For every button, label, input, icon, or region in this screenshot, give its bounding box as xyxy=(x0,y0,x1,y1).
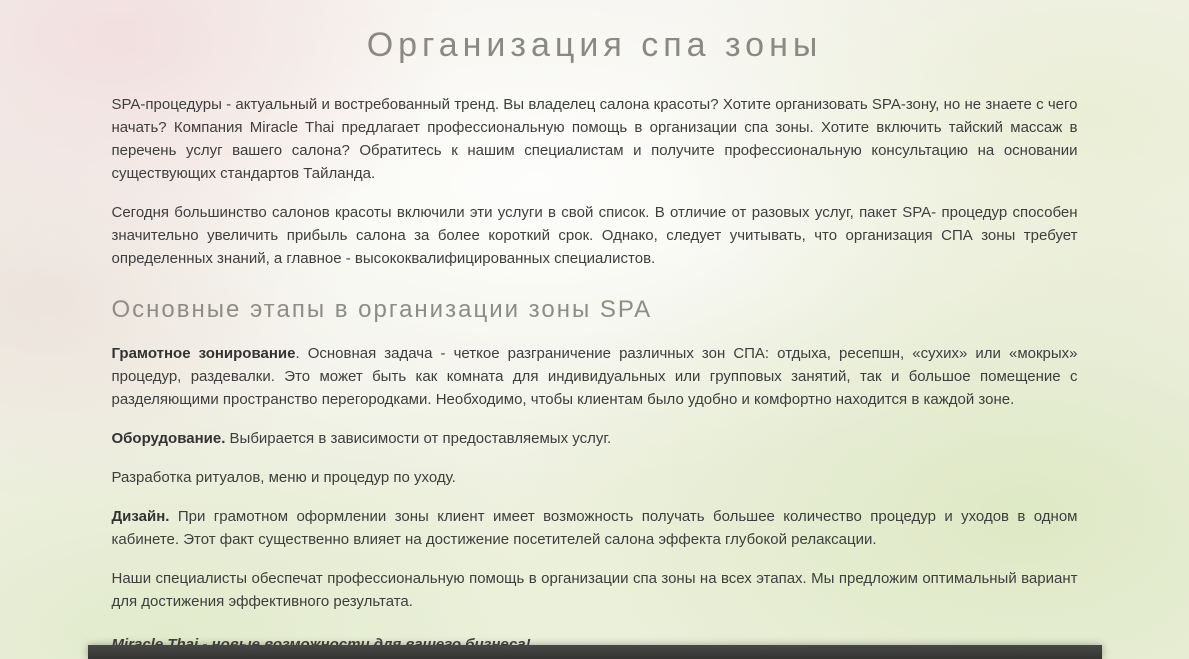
step-paragraph-design xyxy=(112,505,1078,551)
step-paragraph-zoning xyxy=(112,342,1078,411)
closing-paragraph: Наши специалисты обеспечат профессиональную помощь в организации спа зоны на всех этапах. Мы предложим оптимальный вариант для достижения эффективного результата. xyxy=(111,570,1078,610)
step-lead-design: Дизайн. xyxy=(111,508,170,525)
page-title: Организация спа зоны xyxy=(366,26,823,64)
section-heading: Основные этапы в организации зоны SPA xyxy=(111,296,653,323)
step-text-rituals: Разработка ритуалов, меню и процедур по уходу. xyxy=(111,469,456,486)
article-content xyxy=(112,0,1078,656)
intro-paragraph-1: SPA-процедуры - актуальный и востребованный тренд. Вы владелец салона красоты? Хотите организовать SPA-зону, но не знаете с чего начать? Компания Miracle Thai предлагает профессиональную помощь в организации спа зоны. Хотите включить тайский массаж в перечень услуг вашего салона? Обратитесь к нашим специалистам и получите профессиональную консультацию на основании существующих стандартов Тайланда. xyxy=(111,96,1078,182)
footer-bar xyxy=(88,645,1102,659)
step-paragraph-equipment xyxy=(112,427,1078,450)
step-lead-zoning: Грамотное зонирование xyxy=(111,345,296,362)
step-text-equipment: Выбирается в зависимости от предоставляемых услуг. xyxy=(225,430,612,447)
step-text-zoning: . Основная задача - четкое разграничение различных зон СПА: отдыха, ресепшн, «сухих» или «мокрых» процедур, раздевалки. Это может быть как комната для индивидуальных или групповых занятий, так и большое помещение с разделяющими пространство перегородками. Необходимо, чтобы клиентам было удобно и комфортно находится в каждой зоне. xyxy=(111,345,1078,408)
step-lead-equipment: Оборудование. xyxy=(111,430,226,447)
step-paragraph-rituals xyxy=(112,466,1078,489)
step-text-design: При грамотном оформлении зоны клиент имеет возможность получать большее количество процедур и уходов в одном кабинете. Этот факт существенно влияет на достижение посетителей салона эффекта глубокой релаксации. xyxy=(111,508,1078,548)
intro-paragraph-2: Сегодня большинство салонов красоты включили эти услуги в свой список. В отличие от разовых услуг, пакет SPA- процедур способен значительно увеличить прибыль салона за более короткий срок. Однако, следует учитывать, что организация СПА зоны требует определенных знаний, а главное - высококвалифицированных специалистов. xyxy=(111,204,1078,267)
